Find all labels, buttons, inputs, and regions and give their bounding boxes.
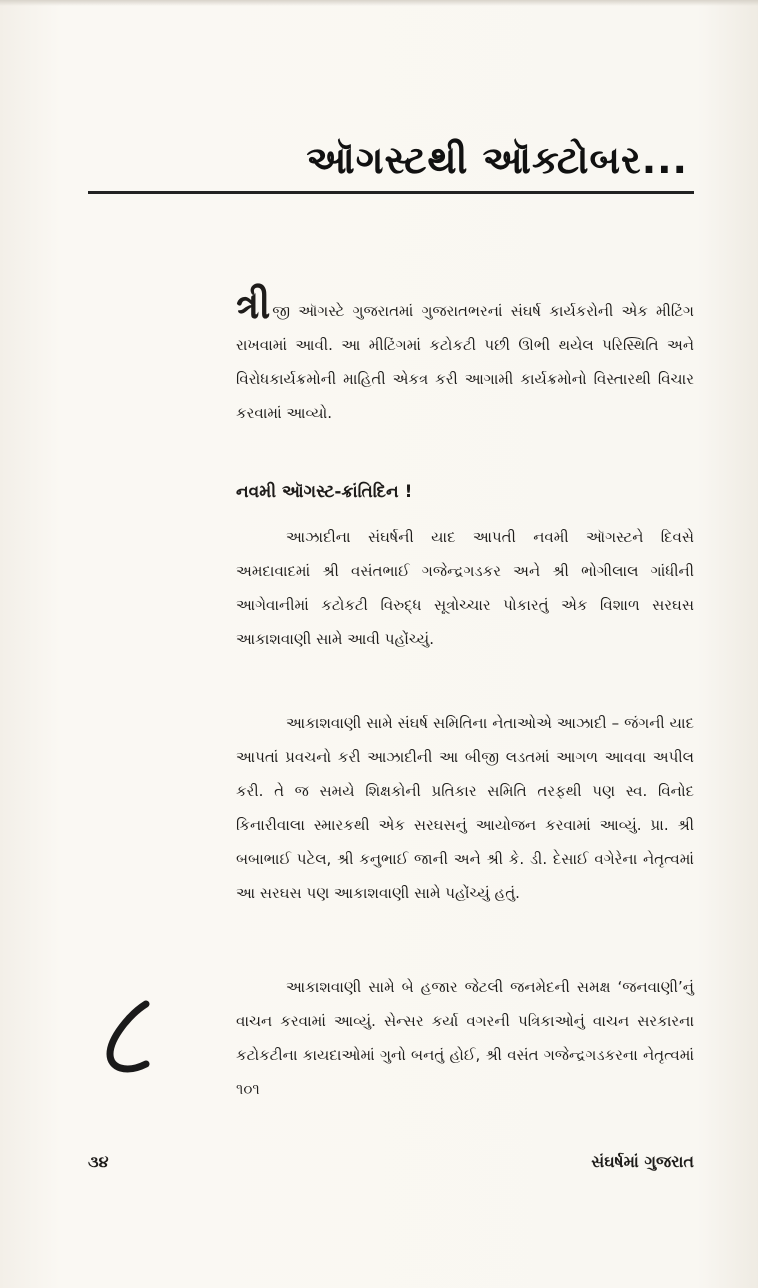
drop-cap: ત્રી xyxy=(236,283,271,327)
section-heading: નવમી ઑગસ્ટ-ક્રાંતિદિન ! xyxy=(236,482,413,502)
chapter-title: ઑગસ્ટથી ઑક્ટોબર... xyxy=(306,138,688,182)
title-rule xyxy=(88,191,694,194)
page-number: ૩૪ xyxy=(88,1152,109,1171)
body-paragraph: આઝાદીના સંઘર્ષની યાદ આપતી નવમી ઑગસ્ટને દિવસે અમદાવાદમાં શ્રી વસંતભાઈ ગજેન્દ્રગડકર અને શ્રી ભોગીલાલ ગાંધીની આગેવાનીમાં કટોકટી વિરુદ્ધ સૂત્રોચ્ચાર પોકારતું એક વિશાળ સરઘસ આકાશવાણી સામે આવી પહોંચ્યું. xyxy=(236,528,694,648)
intro-text: જી ઑગસ્ટે ગુજરાતમાં ગુજરાતભરનાં સંઘર્ષ કાર્યકરોની એક મીટિંગ રાખવામાં આવી. આ મીટિંગમાં કટોકટી પછી ઊભી થયેલ પરિસ્થિતિ અને વિરોધકાર્યક્રમોની માહિતી એકત્ર કરી આગામી કાર્યક્રમોનો વિસ્તારથી વિચાર કરવામાં આવ્યો. xyxy=(236,302,694,422)
running-footer-title: સંઘર્ષમાં ગુજરાત xyxy=(591,1152,694,1171)
page-top-edge xyxy=(0,0,758,6)
body-paragraph: આકાશવાણી સામે બે હજાર જેટલી જનમેદની સમક્ષ ‘જનવાણી’નું વાચન કરવામાં આવ્યું. સેન્સર કર્યા વગરની પત્રિકાઓનું વાચન સરકારના કટોકટીના કાયદાઓમાં ગુનો બનતું હોઈ, શ્રી વસંત ગજેન્દ્રગડકરના નેતૃત્વમાં ૧૦૧ xyxy=(236,978,694,1098)
intro-paragraph xyxy=(236,283,694,430)
handwritten-mark-icon xyxy=(100,998,160,1078)
body-paragraph: આકાશવાણી સામે સંઘર્ષ સમિતિના નેતાઓએ આઝાદી – જંગની યાદ આપતાં પ્રવચનો કરી આઝાદીની આ બીજી લડતમાં આગળ આવવા અપીલ કરી. તે જ સમયે શિક્ષકોની પ્રતિકાર સમિતિ તરફથી પણ સ્વ. વિનોદ કિનારીવાલા સ્મારકથી એક સરઘસનું આયોજન કરવામાં આવ્યું. પ્રા. શ્રી બબાભાઈ પટેલ, શ્રી કનુભાઈ જાની અને શ્રી કે. ડી. દેસાઈ વગેરેના નેતૃત્વમાં આ સરઘસ પણ આકાશવાણી સામે પહોંચ્યું હતું. xyxy=(236,714,694,902)
